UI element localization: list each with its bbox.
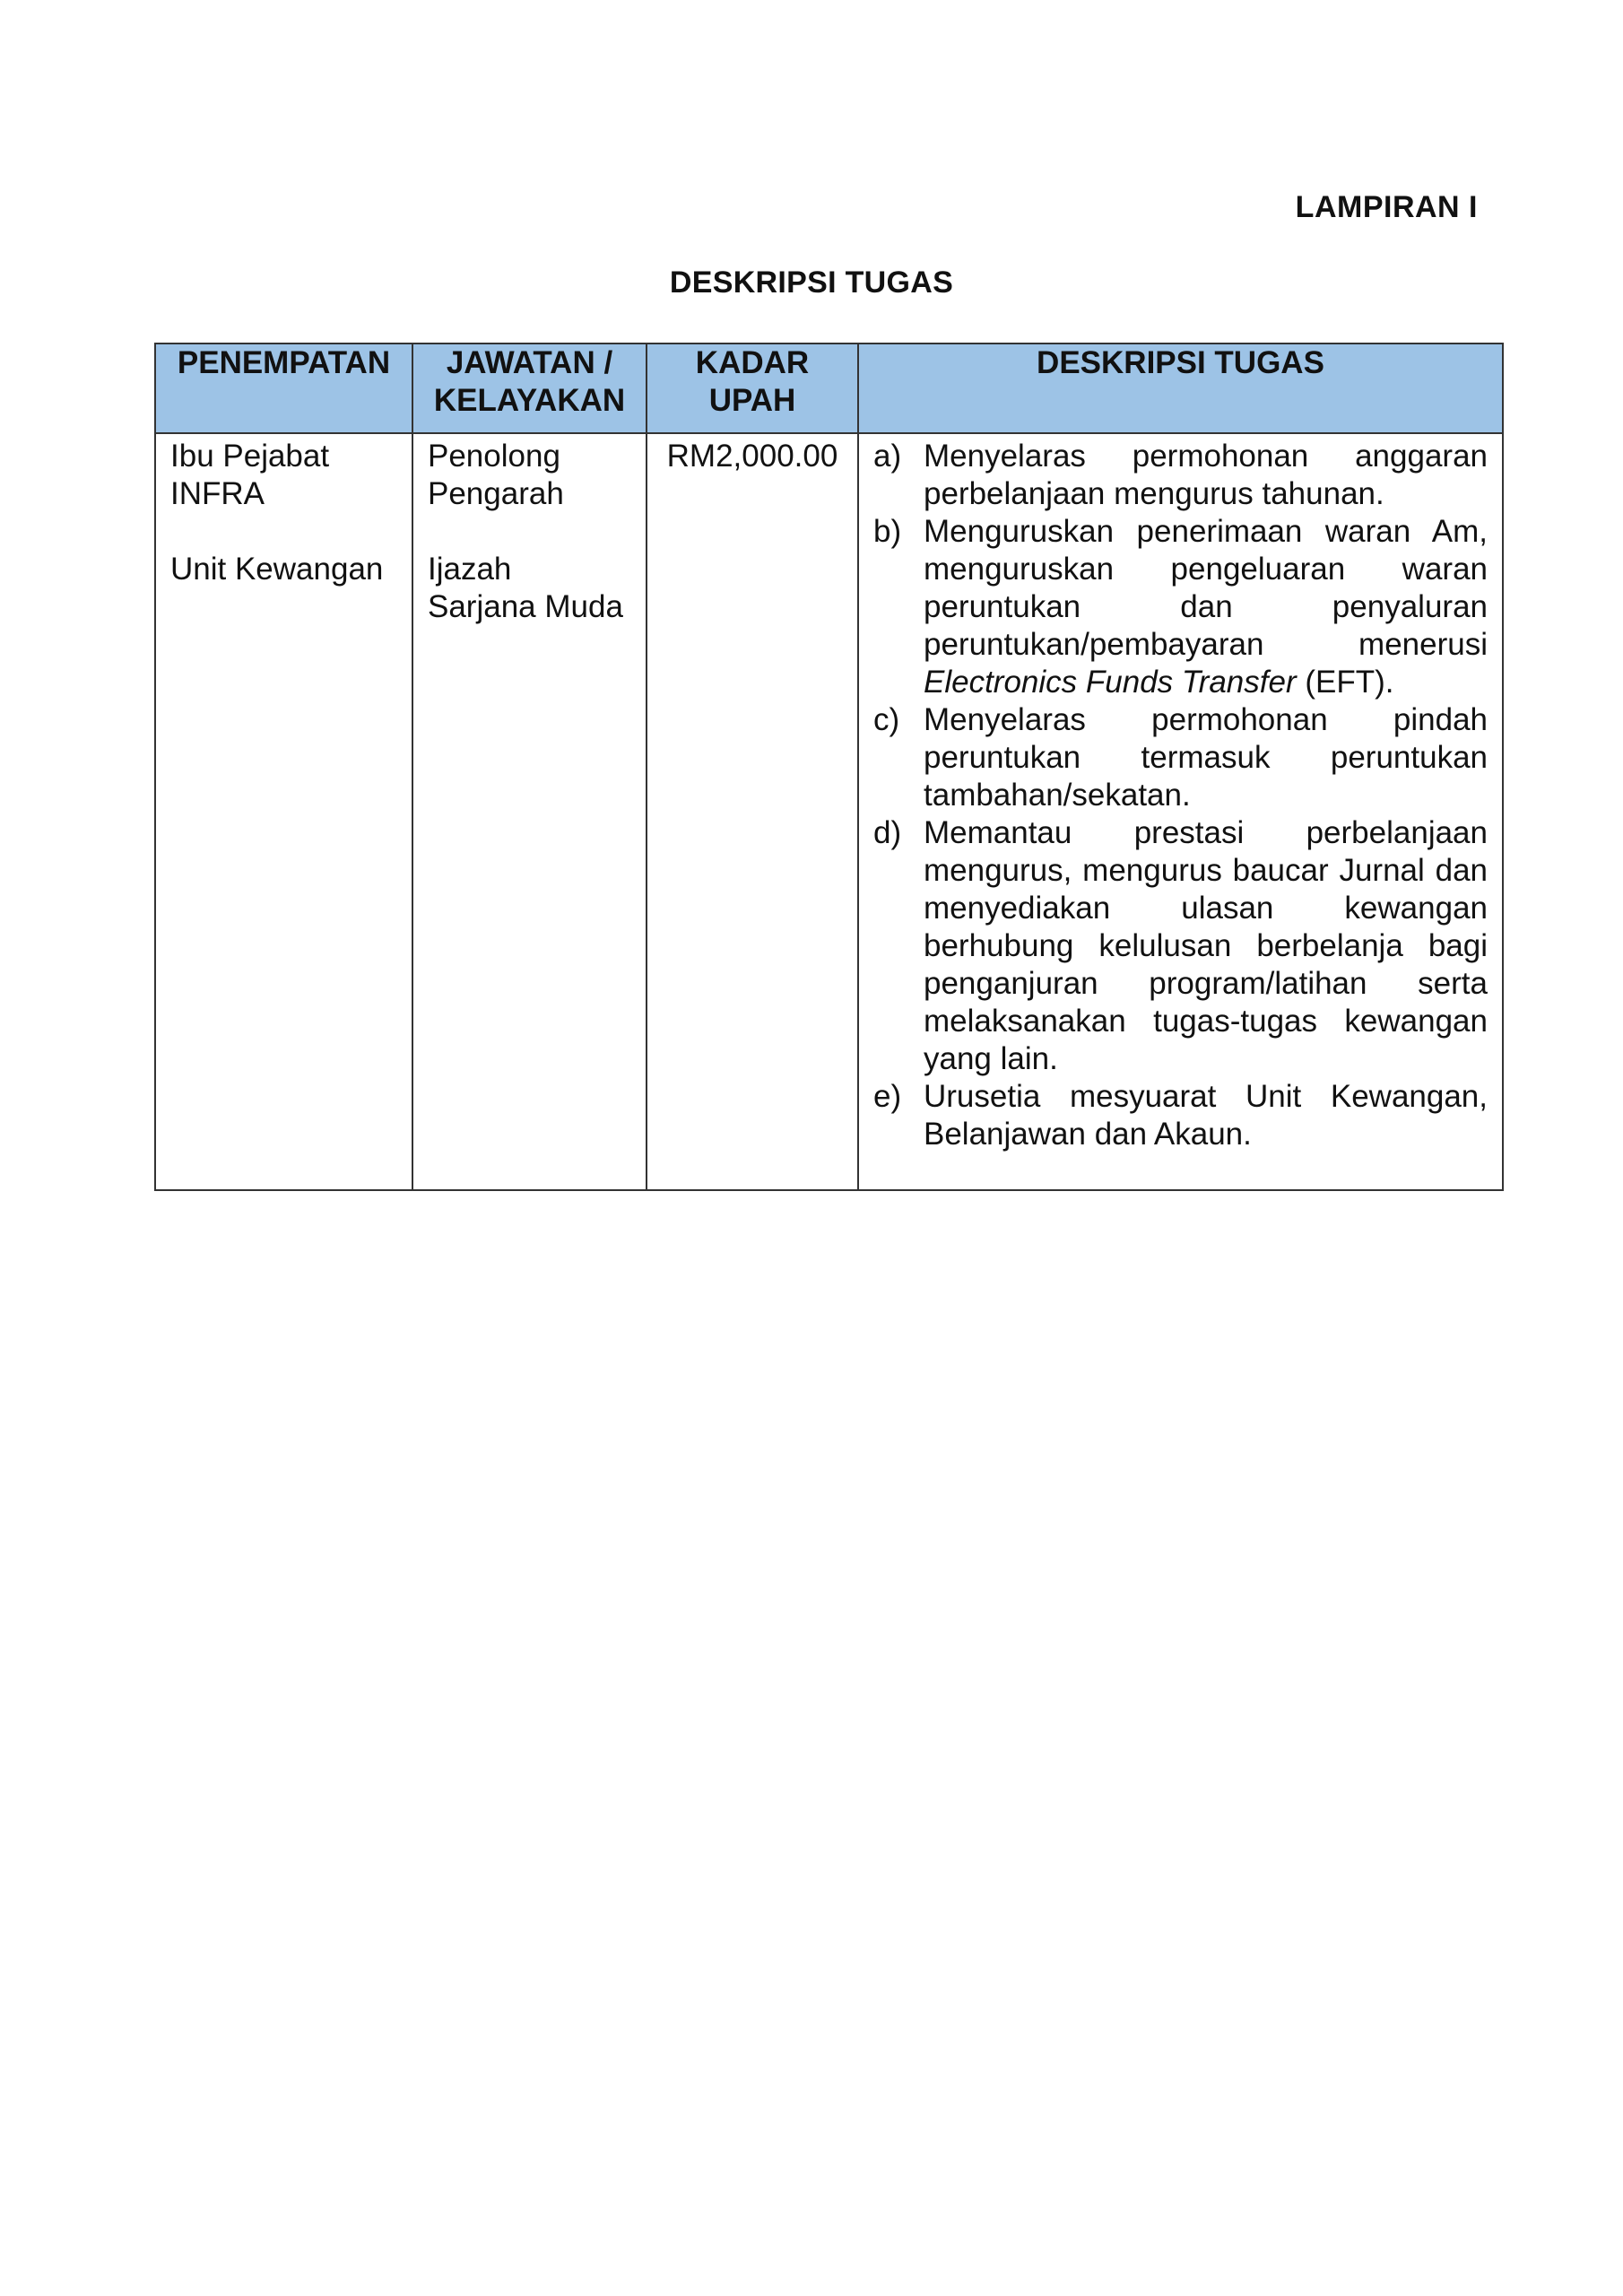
kelayakan-line-1: Ijazah xyxy=(428,552,512,587)
header-kadar-label: KADAR xyxy=(695,345,810,380)
header-kelayakan-label: KELAYAKAN xyxy=(433,383,626,418)
list-item xyxy=(873,701,1488,814)
duty-text-italic: Electronics Funds Transfer xyxy=(924,665,1297,700)
job-description-table xyxy=(154,343,1504,1191)
penempatan-unit: Unit Kewangan xyxy=(170,552,384,587)
header-kadar-upah xyxy=(647,344,858,433)
cell-jawatan-kelayakan xyxy=(412,433,647,1190)
list-item xyxy=(873,513,1488,701)
jawatan-line-2: Pengarah xyxy=(428,476,564,511)
header-penempatan xyxy=(155,344,412,433)
header-deskripsi-label: DESKRIPSI TUGAS xyxy=(1037,345,1324,380)
table-row xyxy=(155,433,1503,1190)
document-title: DESKRIPSI TUGAS xyxy=(669,265,954,300)
list-marker: c) xyxy=(873,702,900,737)
list-marker: a) xyxy=(873,439,902,474)
duty-text-part: (EFT). xyxy=(1305,665,1394,700)
duty-text-part: Menguruskan penerimaan waran Am, menguruskan pengeluaran waran peruntukan dan penyaluran peruntukan/pembayaran menerusi xyxy=(924,514,1488,662)
header-deskripsi-tugas xyxy=(858,344,1503,433)
list-item xyxy=(873,1078,1488,1153)
header-upah-label: UPAH xyxy=(708,383,796,418)
header-jawatan-label: JAWATAN / xyxy=(446,345,613,380)
cell-kadar-upah xyxy=(647,433,858,1190)
duty-text: Memantau prestasi perbelanjaan mengurus, mengurus baucar Jurnal dan menyediakan ulasan kewangan berhubung kelulusan berbelanja bagi penganjuran program/latihan serta melaksanakan tugas-tugas kewangan yang lain. xyxy=(924,815,1488,1076)
cell-deskripsi-tugas xyxy=(858,433,1503,1190)
kadar-upah-value: RM2,000.00 xyxy=(666,439,838,474)
list-marker: b) xyxy=(873,514,902,549)
list-item xyxy=(873,438,1488,513)
header-penempatan-label: PENEMPATAN xyxy=(177,345,391,380)
list-marker: d) xyxy=(873,815,902,850)
list-item xyxy=(873,814,1488,1078)
cell-penempatan xyxy=(155,433,412,1190)
jawatan-line-1: Penolong xyxy=(428,439,560,474)
table-header-row xyxy=(155,344,1503,433)
appendix-label: LAMPIRAN I xyxy=(1295,190,1478,224)
penempatan-line-2: INFRA xyxy=(170,476,265,511)
duty-text: Menyelaras permohonan anggaran perbelanjaan mengurus tahunan. xyxy=(924,439,1488,511)
spacer xyxy=(428,513,631,551)
list-marker: e) xyxy=(873,1079,902,1114)
duty-list xyxy=(873,438,1488,1153)
spacer xyxy=(170,513,397,551)
duty-text xyxy=(924,513,1488,701)
duty-text: Menyelaras permohonan pindah peruntukan termasuk peruntukan tambahan/sekatan. xyxy=(924,702,1488,813)
kelayakan-line-2: Sarjana Muda xyxy=(428,589,623,624)
duty-text: Urusetia mesyuarat Unit Kewangan, Belanjawan dan Akaun. xyxy=(924,1079,1488,1152)
penempatan-line-1: Ibu Pejabat xyxy=(170,439,330,474)
header-jawatan-kelayakan xyxy=(412,344,647,433)
